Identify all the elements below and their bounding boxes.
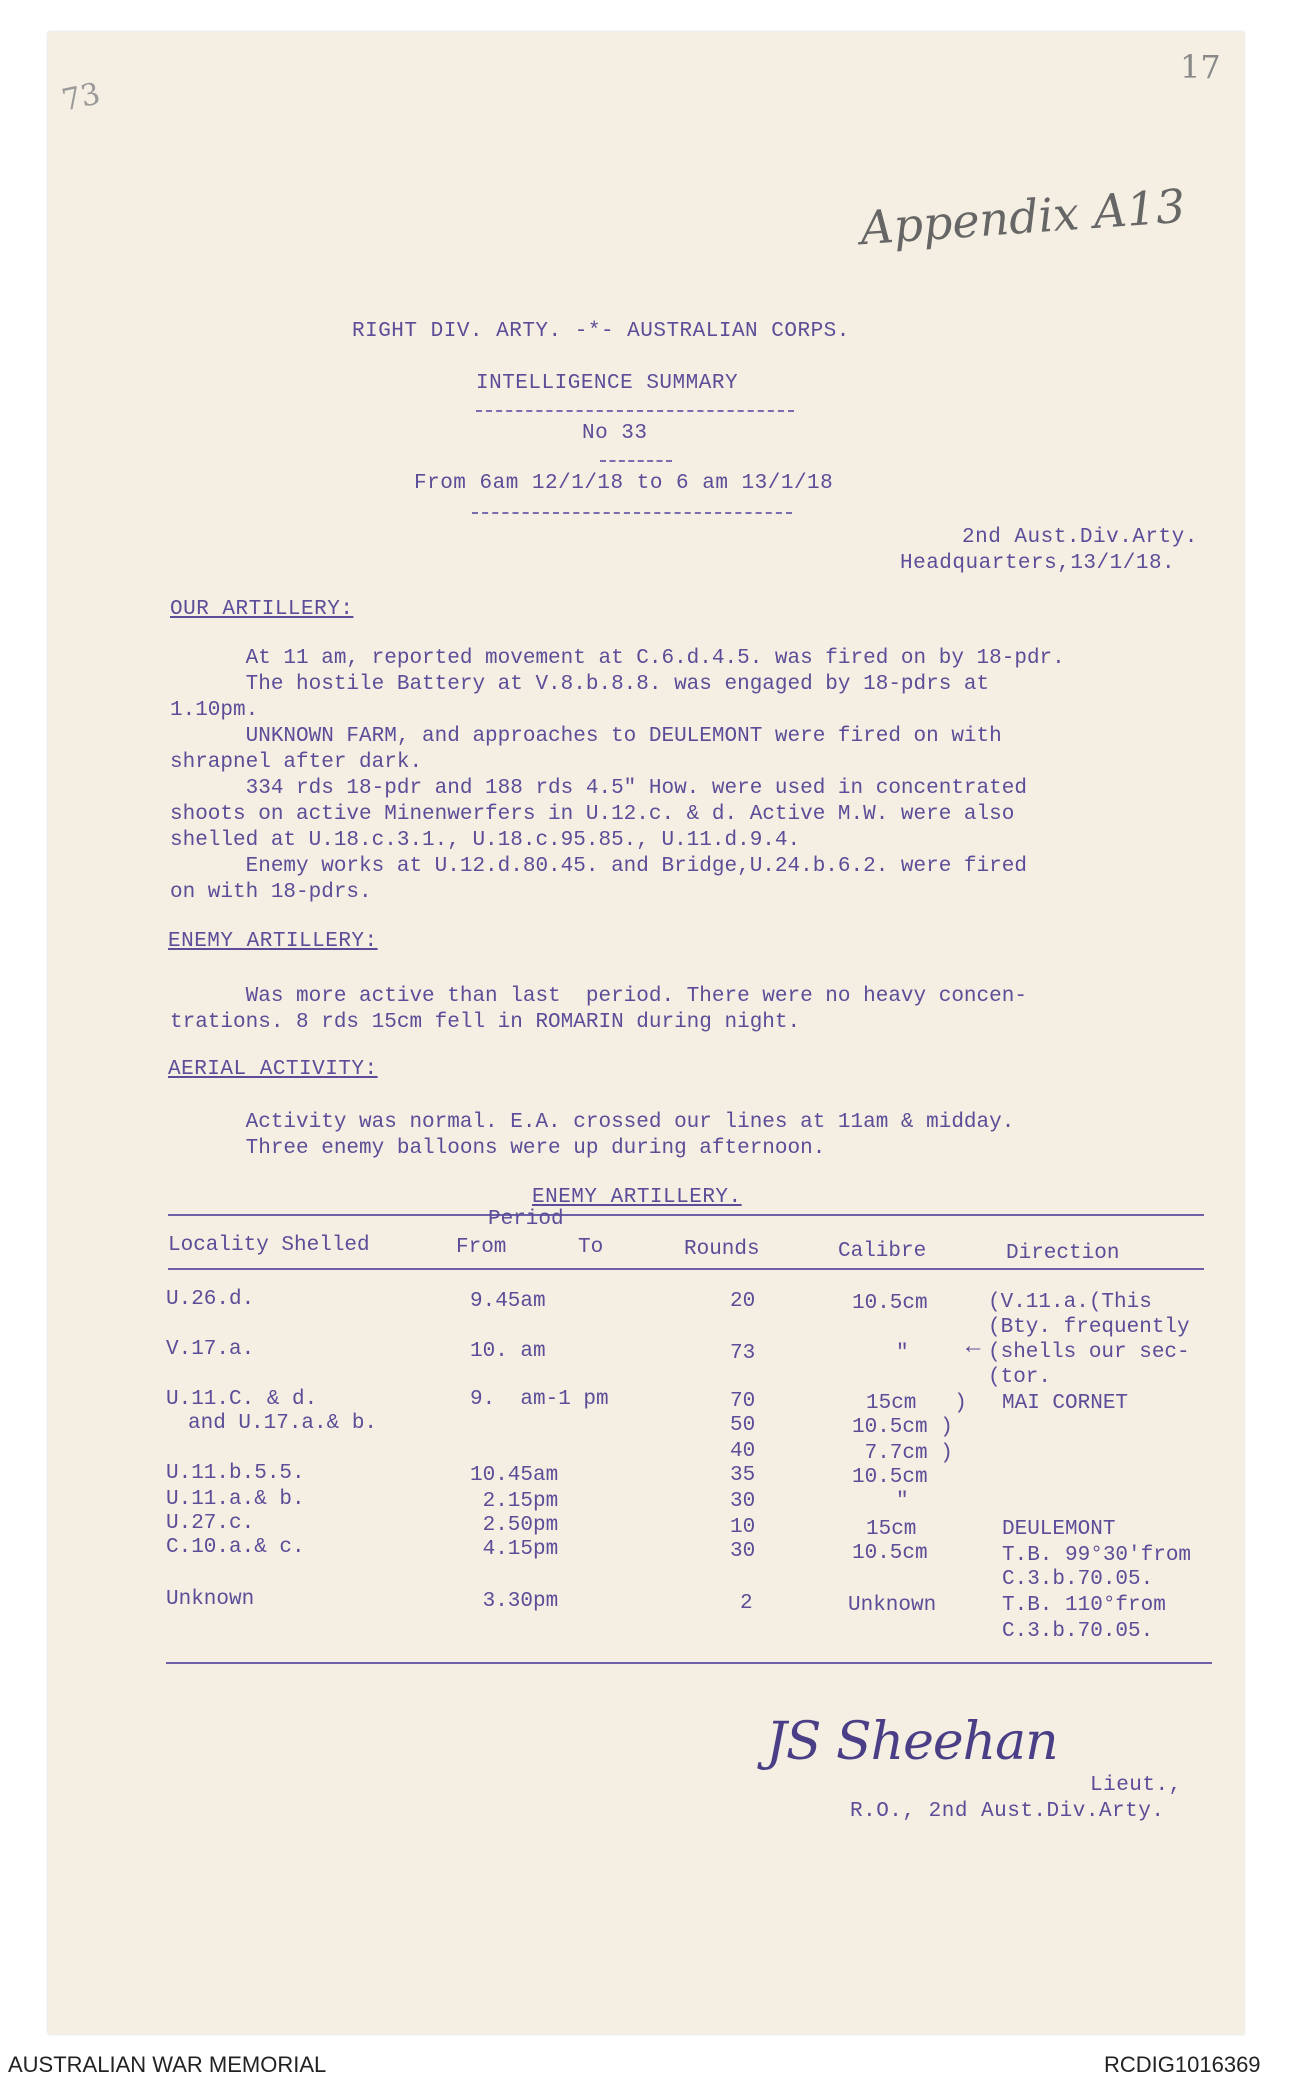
text-line: Was more active than last period. There were no heavy concen- — [170, 985, 1027, 1008]
signatory-role: R.O., 2nd Aust.Div.Arty. — [850, 1800, 1165, 1823]
summary-period: From 6am 12/1/18 to 6 am 13/1/18 — [414, 472, 834, 495]
cell-time: 10.45am — [470, 1464, 559, 1487]
direction-deulemont: DEULEMONT — [1002, 1518, 1116, 1541]
period-rule — [472, 512, 792, 514]
doc-title: RIGHT DIV. ARTY. -*- AUSTRALIAN CORPS. — [352, 320, 850, 343]
enemy-artillery-heading: ENEMY ARTILLERY: — [168, 930, 378, 953]
text-line: Enemy works at U.12.d.80.45. and Bridge,U.24.b.6.2. were fired — [170, 855, 1027, 878]
direction-note-line: (V.11.a.(This — [988, 1291, 1152, 1314]
arrow-icon: ← — [966, 1334, 981, 1361]
cell-calibre: 10.5cm — [852, 1542, 928, 1565]
cell-calibre: " — [896, 1342, 909, 1365]
table-title: ENEMY ARTILLERY. — [532, 1186, 742, 1209]
text-line: trations. 8 rds 15cm fell in ROMARIN during night. — [170, 1011, 801, 1034]
period-header: Period — [488, 1208, 564, 1231]
cell-calibre: 10.5cm ) — [852, 1416, 953, 1439]
appendix-note: Appendix A13 — [858, 178, 1187, 256]
cell-locality: and U.17.a.& b. — [188, 1412, 378, 1435]
table-bottom-rule — [166, 1662, 1212, 1664]
cell-time: 3.30pm — [470, 1590, 559, 1613]
cell-rounds: 20 — [730, 1290, 756, 1313]
signature: JS Sheehan — [766, 1712, 1058, 1772]
cell-rounds: 30 — [730, 1540, 756, 1563]
our-artillery-text — [170, 646, 1065, 906]
direction-tb1-line1: T.B. 99°30'from — [1002, 1544, 1192, 1567]
text-line: shrapnel after dark. — [170, 751, 423, 774]
cell-rounds: 70 — [730, 1390, 756, 1413]
direction-tb1-line2: C.3.b.70.05. — [1002, 1568, 1154, 1591]
text-line: Activity was normal. E.A. crossed our lines at 11am & midday. — [170, 1111, 1015, 1134]
text-line: shelled at U.18.c.3.1., U.18.c.95.85., U.11.d.9.4. — [170, 829, 801, 852]
text-line: on with 18-pdrs. — [170, 881, 372, 904]
text-line: shoots on active Minenwerfers in U.12.c. & d. Active M.W. were also — [170, 803, 1015, 826]
text-line: 334 rds 18-pdr and 188 rds 4.5" How. were used in concentrated — [170, 777, 1027, 800]
cell-calibre: Unknown — [848, 1594, 937, 1617]
cell-calibre: " — [896, 1490, 909, 1513]
summary-number: No 33 — [582, 422, 648, 445]
cell-time: 9. am-1 pm — [470, 1388, 609, 1411]
subtitle-rule — [476, 410, 794, 412]
text-line: UNKNOWN FARM, and approaches to DEULEMONT were fired on with — [170, 725, 1002, 748]
col-rounds: Rounds — [684, 1238, 760, 1261]
text-line: At 11 am, reported movement at C.6.d.4.5. was fired on by 18-pdr. — [170, 647, 1065, 670]
cell-rounds: 40 — [730, 1440, 756, 1463]
cell-rounds: 50 — [730, 1414, 756, 1437]
cell-locality: U.11.a.& b. — [166, 1488, 305, 1511]
hq-line-1: 2nd Aust.Div.Arty. — [962, 526, 1198, 549]
cell-time: 4.15pm — [470, 1538, 559, 1561]
cell-calibre: 15cm ) — [866, 1392, 967, 1415]
page-number: 17 — [1180, 48, 1221, 86]
cell-time: 10. am — [470, 1340, 546, 1363]
col-locality: Locality Shelled — [168, 1234, 370, 1257]
cell-time: 2.50pm — [470, 1514, 559, 1537]
table-top-rule — [168, 1214, 1204, 1216]
cell-time: 2.15pm — [470, 1490, 559, 1513]
direction-tb2-line2: C.3.b.70.05. — [1002, 1620, 1154, 1643]
number-rule — [600, 460, 672, 462]
signatory-rank: Lieut., — [1090, 1774, 1182, 1797]
cell-rounds: 2 — [740, 1592, 753, 1615]
direction-note — [988, 1290, 1190, 1390]
cell-calibre: 7.7cm ) — [852, 1442, 953, 1465]
cell-rounds: 35 — [730, 1464, 756, 1487]
direction-tb2-line1: T.B. 110°from — [1002, 1594, 1166, 1617]
cell-locality: U.27.c. — [166, 1512, 255, 1535]
col-calibre: Calibre — [838, 1240, 927, 1263]
direction-note-line: (Bty. frequently — [988, 1316, 1190, 1339]
text-line: 1.10pm. — [170, 699, 259, 722]
enemy-artillery-text — [170, 984, 1027, 1036]
cell-rounds: 30 — [730, 1490, 756, 1513]
cell-time: 9.45am — [470, 1290, 546, 1313]
doc-subtitle: INTELLIGENCE SUMMARY — [476, 372, 739, 395]
aerial-activity-text — [170, 1110, 1014, 1162]
our-artillery-heading: OUR ARTILLERY: — [170, 598, 354, 621]
col-direction: Direction — [1006, 1242, 1120, 1265]
text-line: The hostile Battery at V.8.b.8.8. was engaged by 18-pdrs at — [170, 673, 990, 696]
footer-source: AUSTRALIAN WAR MEMORIAL — [8, 2052, 327, 2077]
table-header-rule — [168, 1268, 1204, 1270]
cell-locality: U.11.C. & d. — [166, 1388, 318, 1411]
cell-locality: C.10.a.& c. — [166, 1536, 305, 1559]
direction-note-line: (shells our sec- — [988, 1341, 1190, 1364]
col-from: From — [456, 1236, 507, 1259]
cell-rounds: 10 — [730, 1516, 756, 1539]
direction-mai-cornet: MAI CORNET — [1002, 1392, 1129, 1415]
col-to: To — [578, 1236, 604, 1259]
footer-id: RCDIG1016369 — [1104, 2052, 1261, 2077]
cell-rounds: 73 — [730, 1342, 756, 1365]
hq-line-2: Headquarters,13/1/18. — [900, 552, 1176, 575]
cell-locality: V.17.a. — [166, 1338, 255, 1361]
cell-locality: U.11.b.5.5. — [166, 1462, 305, 1485]
cell-locality: Unknown — [166, 1588, 255, 1611]
direction-note-line: (tor. — [988, 1366, 1052, 1389]
cell-locality: U.26.d. — [166, 1288, 255, 1311]
cell-calibre: 10.5cm — [852, 1292, 928, 1315]
text-line: Three enemy balloons were up during afternoon. — [170, 1137, 826, 1160]
cell-calibre: 10.5cm — [852, 1466, 928, 1489]
cell-calibre: 15cm — [866, 1518, 917, 1541]
pencil-number: 73 — [58, 76, 104, 119]
aerial-activity-heading: AERIAL ACTIVITY: — [168, 1058, 378, 1081]
